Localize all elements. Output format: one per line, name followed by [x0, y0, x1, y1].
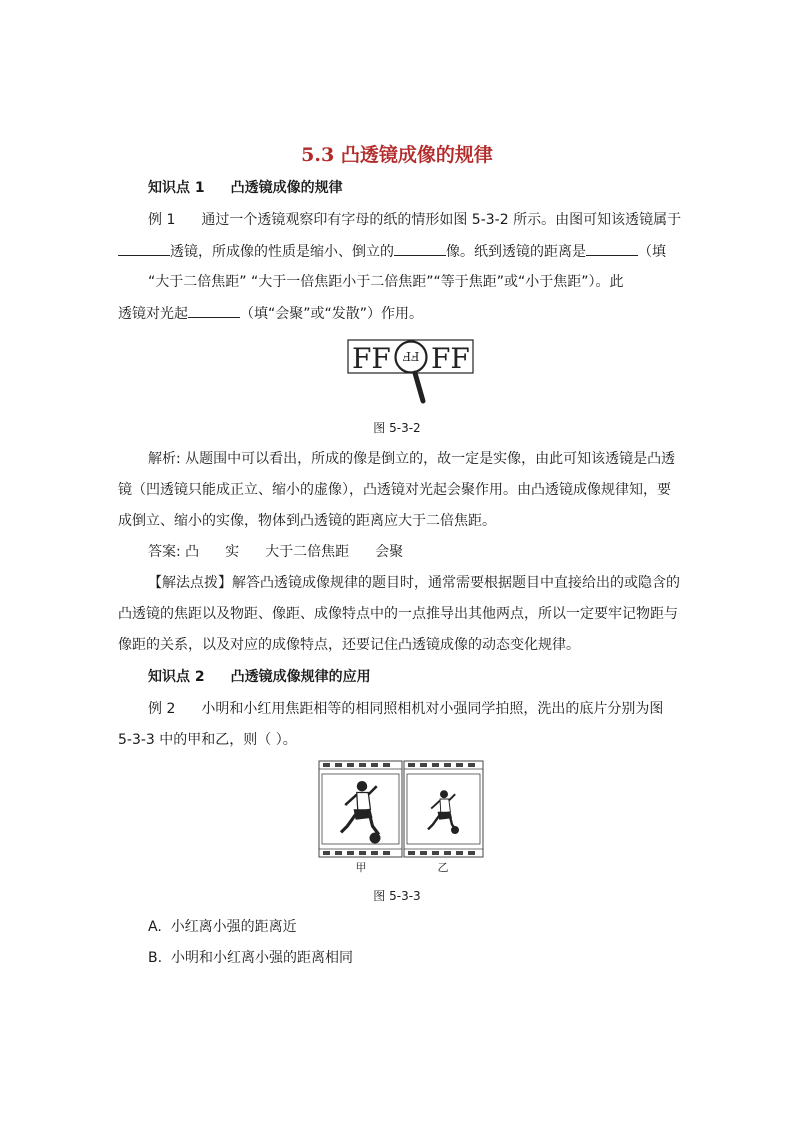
tip-line-1: 【解法点拨】解答凸透镜成像规律的题目时，通常需要根据题目中直接给出的或隐含的 [148, 575, 680, 591]
magnifier-handle [415, 373, 423, 401]
letters-left: FF [352, 342, 391, 375]
section-name: 凸透镜成像规律的应用 [230, 669, 371, 685]
magnifier-figure [347, 338, 475, 408]
answer-item: 会聚 [375, 544, 404, 560]
analysis-line-1: 解析: 从题围中可以看出，所成的像是倒立的，故一定是实像，由此可知该透镜是凸透 [148, 451, 676, 467]
question-text: 小明和小红用焦距相等的相同照相机对小强同学拍照，洗出的底片分别为图 [201, 701, 664, 717]
option-b[interactable] [148, 948, 353, 968]
ball-icon [451, 826, 459, 834]
section-name: 凸透镜成像的规律 [230, 180, 343, 196]
answer-label: 答案: [148, 544, 181, 560]
option-letter: B. [148, 950, 163, 966]
answer-blank [118, 241, 170, 256]
analysis-line-2: 镜（凹透镜只能成正立、缩小的虚像），凸透镜对光起会聚作用。由凸透镜成像规律知，要 [118, 482, 671, 498]
question-text: 透镜，所成像的性质是缩小、倒立的 [170, 244, 394, 260]
example-2-line-1 [148, 699, 663, 719]
answer-blank [188, 303, 240, 318]
option-text: 小红离小强的距离近 [170, 919, 297, 935]
figure-caption-1: 图 5-3-2 [373, 421, 421, 435]
question-text: 像。纸到透镜的距离是 [446, 244, 586, 260]
film-frame-yi [404, 761, 483, 857]
example-label: 例 1 [148, 212, 176, 228]
answer-blank [394, 241, 446, 256]
option-letter: A. [148, 919, 162, 935]
answer-item: 实 [225, 544, 240, 560]
section-label: 知识点 2 [148, 669, 205, 685]
section-heading-1 [148, 178, 343, 198]
film-negatives-figure [318, 760, 484, 876]
answer-line [148, 542, 403, 562]
question-text: （填 [638, 244, 666, 260]
example-1-line-2 [118, 241, 666, 262]
section-label: 知识点 1 [148, 180, 205, 196]
example-label: 例 2 [148, 701, 176, 717]
example-1-line-4 [118, 303, 423, 324]
tip-line-2: 凸透镜的焦距以及物距、像距、成像特点中的一点推导出其他两点，所以一定要牢记物距与 [118, 606, 678, 622]
label-jia: 甲 [355, 861, 367, 874]
analysis-line-3: 成倒立、缩小的实像，物体到凸透镜的距离应大于二倍焦距。 [118, 513, 496, 529]
answer-item: 大于二倍焦距 [265, 544, 350, 560]
answer-item: 凸 [185, 544, 200, 560]
option-a[interactable] [148, 917, 297, 937]
letters-right: FF [431, 342, 470, 375]
figure-caption-2: 图 5-3-3 [373, 889, 421, 903]
example-1-line-3: “大于二倍焦距” “大于一倍焦距小于二倍焦距”“等于焦距”或“小于焦距”）。此 [148, 274, 624, 290]
film-frame-jia [319, 761, 402, 857]
page-title: 5.3 凸透镜成像的规律 [301, 144, 493, 166]
option-text: 小明和小红离小强的距离相同 [170, 950, 353, 966]
answer-blank [586, 241, 638, 256]
question-text: 通过一个透镜观察印有字母的纸的情形如图 5-3-2 所示。由图可知该透镜属于 [201, 212, 682, 228]
ball-icon [370, 833, 381, 844]
question-text: （填“会聚”或“发散”）作用。 [240, 306, 424, 322]
question-text: 透镜对光起 [118, 306, 188, 322]
letters-inverted: FF [402, 349, 420, 363]
label-yi: 乙 [437, 861, 449, 874]
section-heading-2 [148, 667, 371, 687]
example-1-line-1 [148, 210, 681, 230]
tip-line-3: 像距的关系，以及对应的成像特点，还要记住凸透镜成像的动态变化规律。 [118, 637, 580, 653]
example-2-line-2: 5-3-3 中的甲和乙，则（ ）。 [118, 732, 297, 748]
